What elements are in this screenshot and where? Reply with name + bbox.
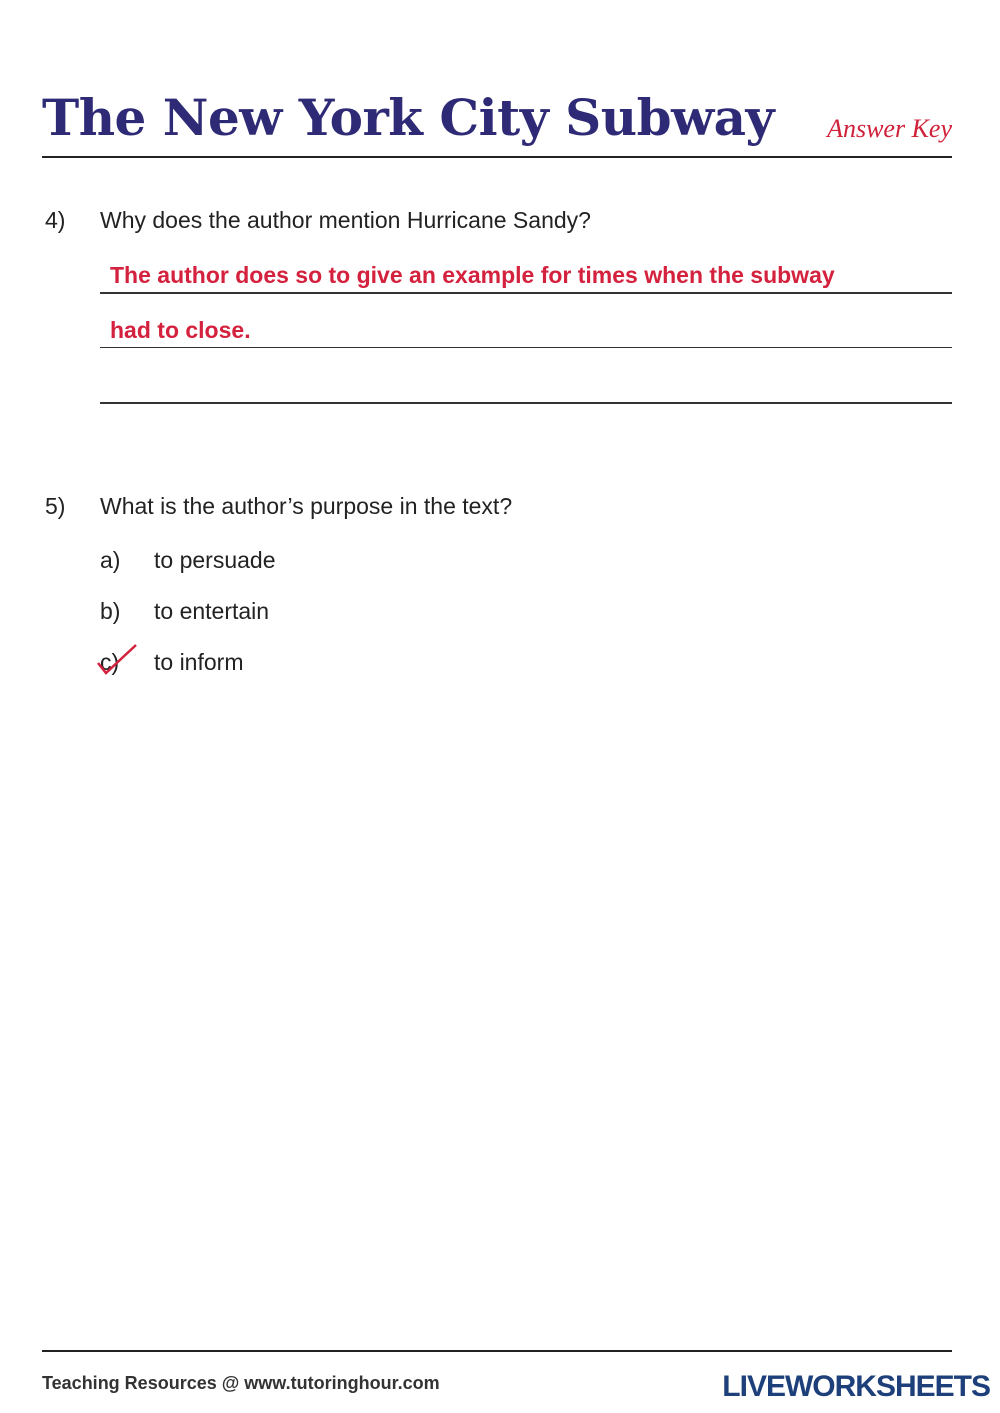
page-title: The New York City Subway [42,88,775,147]
answer-line-2[interactable]: had to close. [110,317,251,343]
liveworksheets-watermark: LIVEWORKSHEETS [722,1370,990,1403]
option-letter: c) [100,649,120,675]
answer-key-label: Answer Key [827,114,952,143]
question-number: 5) [45,493,66,519]
option-b[interactable]: to entertain [154,598,270,624]
answer-rule [100,292,952,294]
option-letter: b) [100,598,121,624]
answer-rule [100,402,952,404]
option-a[interactable]: to persuade [154,547,276,573]
answer-line-1[interactable]: The author does so to give an example for times when the subway [110,262,835,288]
option-letter: a) [100,547,121,573]
question-text: What is the author’s purpose in the text? [100,493,513,519]
question-number: 4) [45,207,66,233]
option-c[interactable]: to inform [154,649,244,675]
checkmark-icon [96,643,140,677]
question-text: Why does the author mention Hurricane Sandy? [100,207,591,233]
footer-divider [42,1350,952,1352]
header-divider [42,156,952,158]
answer-rule [100,347,952,348]
footer-credit: Teaching Resources @ www.tutoringhour.com [42,1373,440,1393]
